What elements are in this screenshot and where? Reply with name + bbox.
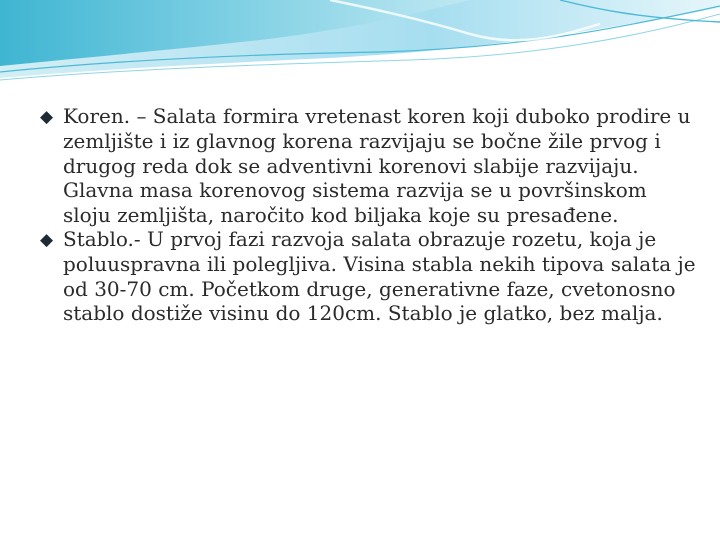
paragraph-koren-text: Koren. – Salata formira vretenast koren koji duboko prodire u zemljište i iz glavnog korena razvijaju se bočne žile prvog i drugog reda dok se adventivni korenovi slabije razvijaju. Glavna masa korenovog sistema razvija se u površinskom sloju zemljišta, naročito kod biljaka koje su presađene.	[63, 104, 691, 227]
paragraph-stablo-text: Stablo.- U prvoj fazi razvoja salata obrazuje rozetu, koja je poluuspravna ili polegljiva. Visina stabla nekih tipova salata je od 30-70 cm. Početkom druge, generativne faze, cvetonosno stablo dostiže visinu do 120cm. Stablo je glatko, bez malja.	[63, 227, 696, 326]
bullet-icon: ◆	[40, 107, 54, 127]
slide-body	[40, 104, 700, 326]
paragraph-koren	[40, 104, 700, 227]
paragraph-stablo	[40, 227, 700, 326]
header-wave-decoration	[0, 0, 720, 90]
bullet-icon: ◆	[40, 230, 54, 251]
